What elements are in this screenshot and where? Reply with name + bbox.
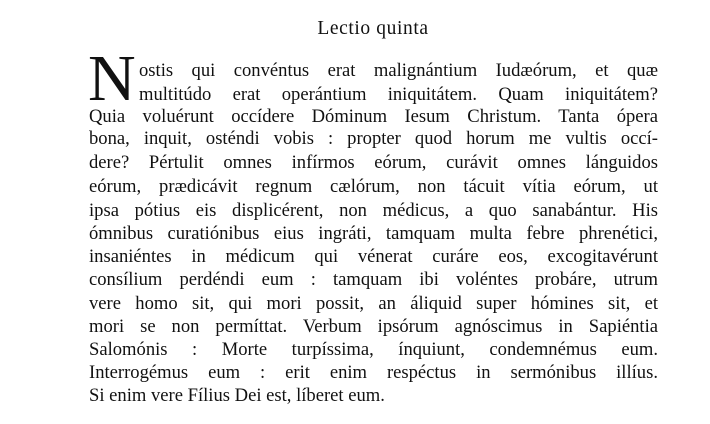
text-line: mori se non permíttat. Verbum ipsórum agnóscimus in Sapiéntia: [89, 316, 658, 337]
text-line: vere homo sit, qui mori possit, an áliquid super hómines sit, et: [89, 293, 658, 314]
text-line: eórum, prædicávit regnum cælórum, non tácuit vítia eórum, ut: [89, 176, 658, 197]
text-line: Interrogémus eum : erit enim respéctus in sermónibus illíus.: [89, 362, 658, 383]
drop-cap: N: [88, 42, 136, 115]
lesson-heading: Lectio quinta: [317, 18, 429, 39]
text-line: Quia voluérunt occídere Dóminum Iesum Christum. Tanta ópera: [89, 106, 658, 127]
text-line: consílium perdéndi eum : tamquam ibi voléntes probáre, utrum: [89, 269, 658, 290]
text-line: dere? Pértulit omnes infírmos eórum, curávit omnes lánguidos: [89, 152, 658, 173]
text-line: Salomónis : Morte turpíssima, ínquiunt, condemnémus eum.: [89, 339, 658, 360]
text-line: Si enim vere Fílius Dei est, líberet eum.: [89, 385, 385, 406]
text-line: multitúdo erat operántium iniquitátem. Quam iniquitátem?: [139, 84, 658, 105]
text-line: ómnibus curatiónibus eius ingráti, tamquam multa febre phrenétici,: [89, 223, 658, 244]
text-line: bona, inquit, osténdi vobis : propter quod horum me vultis occí-: [89, 128, 658, 149]
text-line: ipsa pótius eis displicérent, non médicus, a quo sanabántur. His: [89, 200, 658, 221]
text-line: ostis qui convéntus erat malignántium Iudæórum, et quæ: [139, 60, 658, 81]
text-line: insaniéntes in médicum qui vénerat curáre eos, excogitavérunt: [89, 246, 658, 267]
